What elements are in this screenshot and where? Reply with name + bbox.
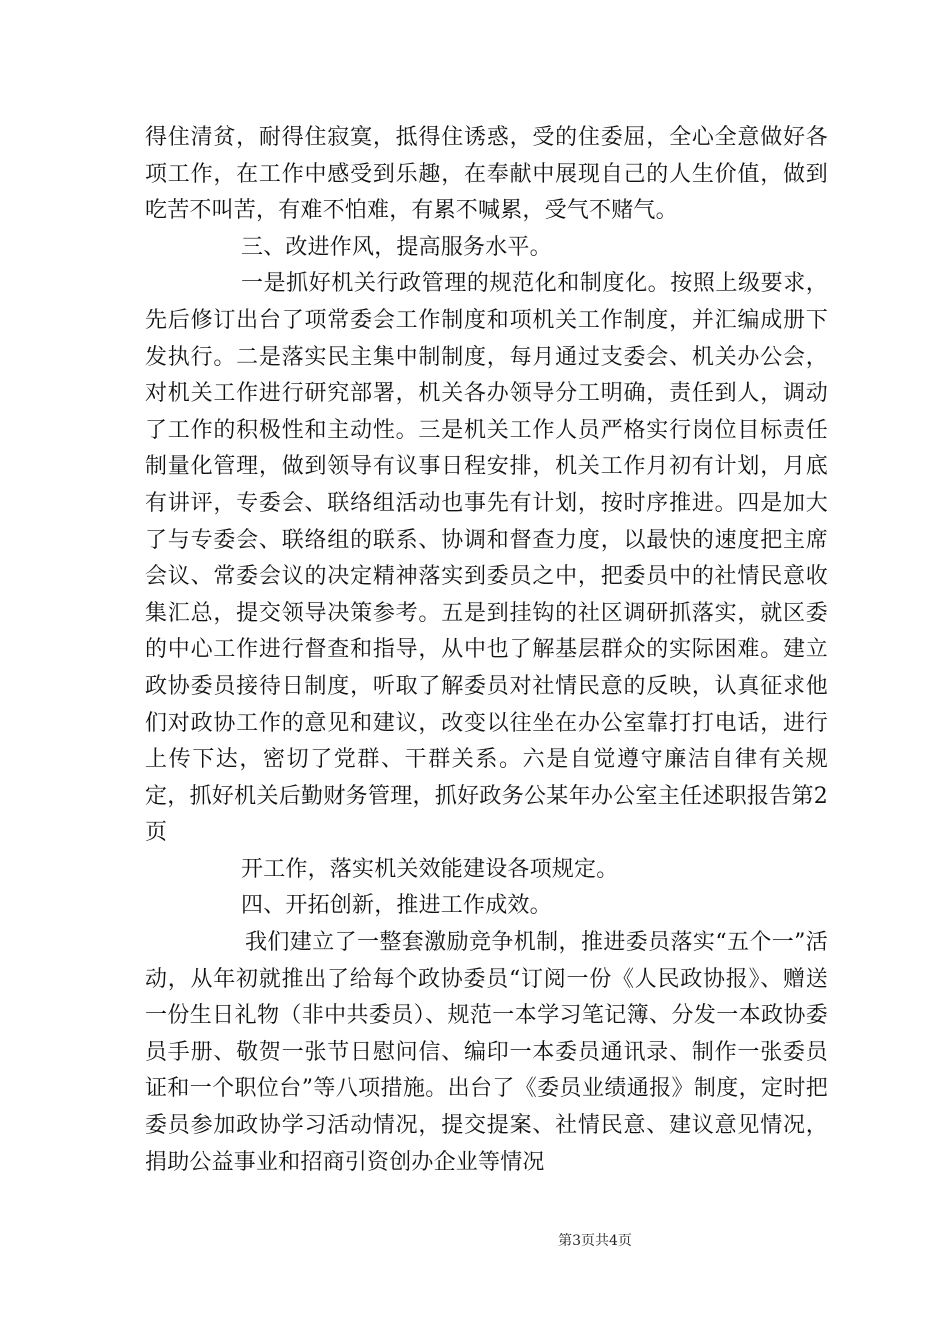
paragraph-continuation: 得住清贫，耐得住寂寞，抵得住诱惑，受的住委屈，全心全意做好各项工作，在工作中感受到乐趣，在奉献中展现自己的人生价值，做到吃苦不叫苦，有难不怕难，有累不喊累，受气不赌气。 <box>145 125 828 224</box>
section-heading-3: 三、改进作风，提高服务水平。 <box>241 234 552 260</box>
paragraph-section-4-body: 我们建立了一整套激励竞争机制，推进委员落实“五个一”活动，从年初就推出了给每个政协委员“订阅一份《人民政协报》、赠送一份生日礼物（非中共委员）、规范一本学习笔记簿、分发一本政协委员手册、敬贺一张节日慰问信、编印一本委员通讯录、制作一张委员证和一个职位台”等八项措施。出台了《委员业绩通报》制度，定时把委员参加政协学习活动情况，提交提案、社情民意、建议意见情况，捐助公益事业和招商引资创办企业等情况 <box>145 930 828 1175</box>
page-number-footer: 第3页共4页 <box>558 1233 632 1249</box>
document-body <box>145 120 828 1181</box>
paragraph-section-3-body: 一是抓好机关行政管理的规范化和制度化。按照上级要求，先后修订出台了项常委会工作制度和项机关工作制度，并汇编成册下发执行。二是落实民主集中制制度，每月通过支委会、机关办公会，对机关工作进行研究部署，机关各办领导分工明确，责任到人，调动了工作的积极性和主动性。三是机关工作人员严格实行岗位目标责任制量化管理，做到领导有议事日程安排，机关工作月初有计划，月底有讲评，专委会、联络组活动也事先有计划，按时序推进。四是加大了与专委会、联络组的联系、协调和督查力度，以最快的速度把主席会议、常委会议的决定精神落实到委员之中，把委员中的社情民意收集汇总，提交领导决策参考。五是到挂钩的社区调研抓落实，就区委的中心工作进行督查和指导，从中也了解基层群众的实际困难。建立政协委员接待日制度，听取了解委员对社情民意的反映，认真征求他们对政协工作的意见和建议，改变以往坐在办公室靠打打电话，进行上传下达，密切了党群、干群关系。六是自觉遵守廉洁自律有关规定，抓好机关后勤财务管理，抓好政务公某年办公室主任述职报告第2页 <box>145 271 828 846</box>
paragraph-section-3-end: 开工作，落实机关效能建设各项规定。 <box>241 856 619 882</box>
section-heading-4: 四、开拓创新，推进工作成效。 <box>241 893 552 919</box>
